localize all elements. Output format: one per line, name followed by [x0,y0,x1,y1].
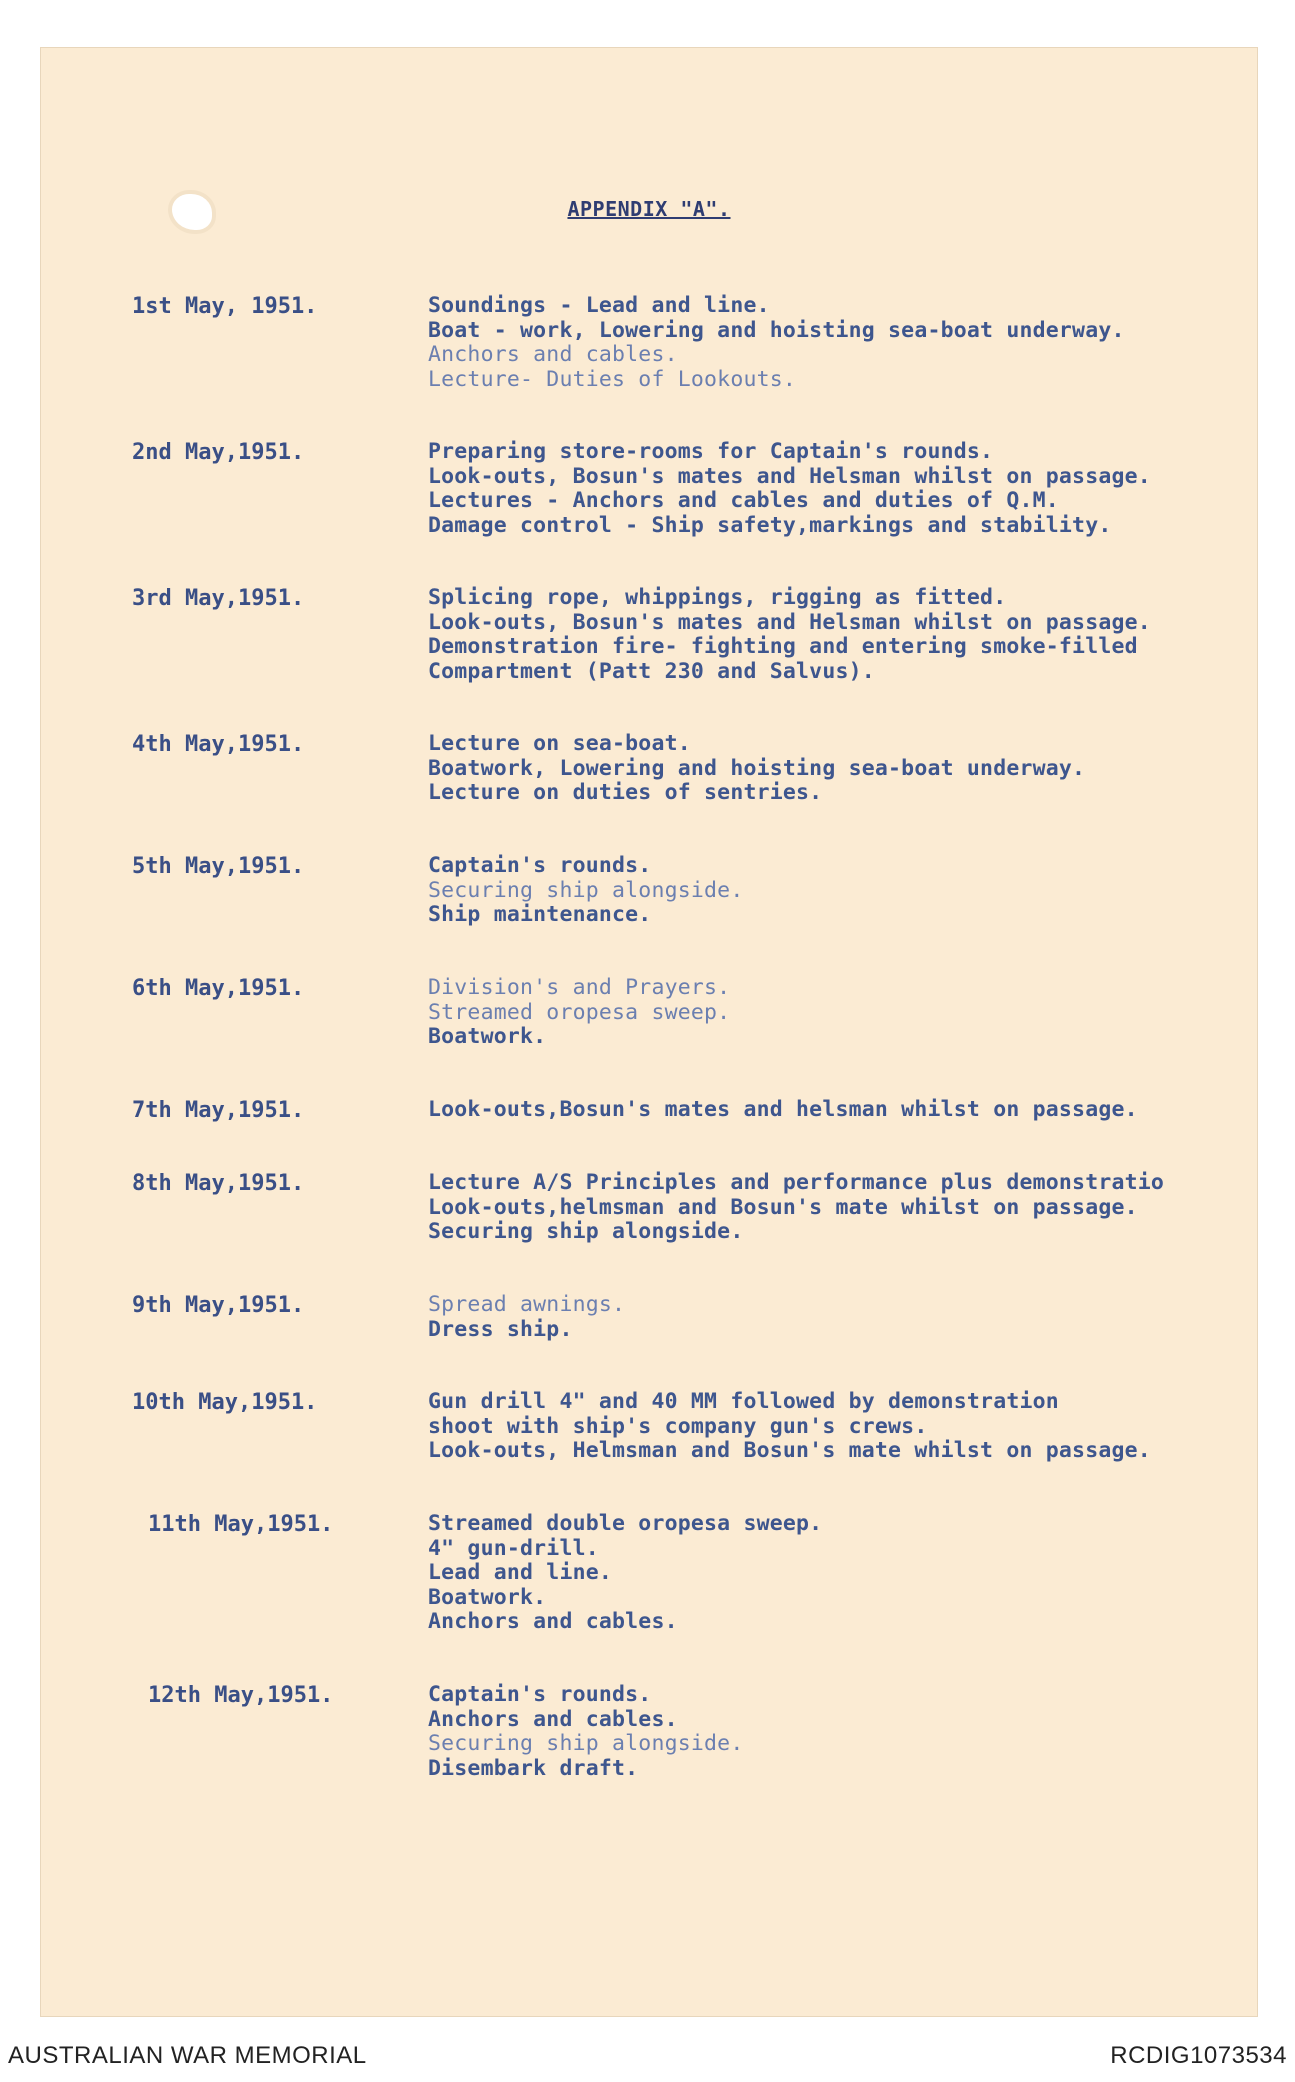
entry-date: 6th May,1951. [132,976,305,1001]
entry-line: Securing ship alongside. [428,877,744,903]
entry-date: 11th May,1951. [148,1512,334,1537]
entry-line: Disembark draft. [428,1755,639,1781]
entry-date: 3rd May,1951. [132,586,305,611]
entry-line: Look-outs,helmsman and Bosun's mate whilst on passage. [428,1194,1138,1220]
archive-credit: AUSTRALIAN WAR MEMORIAL [8,2042,367,2069]
entry-date: 10th May,1951. [132,1390,318,1415]
entry-line: Lecture on sea-boat. [428,731,691,756]
entry-lines [428,1293,1258,1342]
entry-date: 12th May,1951. [148,1683,334,1708]
entry-lines [428,440,1258,538]
entry-line: shoot with ship's company gun's crews. [428,1413,928,1439]
entry-line: Anchors and cables. [428,1609,678,1635]
entry-date: 9th May,1951. [132,1293,305,1318]
document-page [40,47,1258,2017]
entry-line: Preparing store-rooms for Captain's rounds. [428,439,994,464]
entry-line: Damage control - Ship safety,markings and stability. [428,512,1112,538]
entry-date: 8th May,1951. [132,1171,305,1196]
entry-line: Lectures - Anchors and cables and duties of Q.M. [428,488,1059,514]
entry-line: Captain's rounds. [428,1682,652,1707]
entry-lines [428,1171,1258,1245]
entry-line: Look-outs, Bosun's mates and Helsman whilst on passage. [428,609,1151,635]
entry-lines [428,1512,1258,1635]
entry-line: Division's and Prayers. [428,975,731,1000]
entry-line: Lecture A/S Principles and performance plus demonstratio [428,1170,1165,1195]
entry-line: 4" gun-drill. [428,1535,599,1561]
entry-line: Look-outs,Bosun's mates and helsman whilst on passage. [428,1097,1138,1122]
entry-date: 2nd May,1951. [132,440,305,465]
archive-id: RCDIG1073534 [1110,2042,1287,2069]
entry-lines [428,854,1258,928]
entry-line: Anchors and cables. [428,342,678,368]
entry-line: Look-outs, Bosun's mates and Helsman whilst on passage. [428,463,1151,489]
entry-line: Securing ship alongside. [428,1731,744,1757]
entry-line: Boatwork. [428,1024,547,1050]
entry-line: Demonstration fire- fighting and entering smoke-filled [428,634,1138,660]
entry-line: Boat - work, Lowering and hoisting sea-boat underway. [428,317,1125,343]
entry-line: Boatwork, Lowering and hoisting sea-boat underway. [428,755,1086,781]
entry-line: Splicing rope, whippings, rigging as fitted. [428,585,1007,610]
entry-line: Spread awnings. [428,1292,626,1317]
entry-lines [428,1098,1258,1123]
entry-line: Streamed oropesa sweep. [428,999,731,1025]
entry-line: Securing ship alongside. [428,1219,744,1245]
entry-line: Lead and line. [428,1560,613,1586]
entry-line: Captain's rounds. [428,853,652,878]
entry-line: Ship maintenance. [428,902,652,928]
entry-lines [428,1390,1258,1464]
entry-line: Look-outs, Helmsman and Bosun's mate whilst on passage. [428,1438,1151,1464]
entry-date: 4th May,1951. [132,732,305,757]
entry-line: Compartment (Patt 230 and Salvus). [428,658,875,684]
entry-line: Lecture on duties of sentries. [428,780,823,806]
entry-lines [428,294,1258,392]
entry-lines [428,732,1258,806]
entry-line: Streamed double oropesa sweep. [428,1511,823,1536]
entry-line: Soundings - Lead and line. [428,293,770,318]
entry-lines [428,586,1258,684]
entry-line: Dress ship. [428,1316,573,1342]
entry-lines [428,976,1258,1050]
entry-line: Boatwork. [428,1584,547,1610]
appendix-title: APPENDIX "A". [567,197,731,221]
entry-line: Gun drill 4" and 40 MM followed by demonstration [428,1389,1059,1414]
entry-line: Anchors and cables. [428,1706,678,1732]
entry-lines [428,1683,1258,1781]
entry-date: 1st May, 1951. [132,294,318,319]
entry-date: 7th May,1951. [132,1098,305,1123]
entry-date: 5th May,1951. [132,854,305,879]
entry-line: Lecture- Duties of Lookouts. [428,366,797,392]
